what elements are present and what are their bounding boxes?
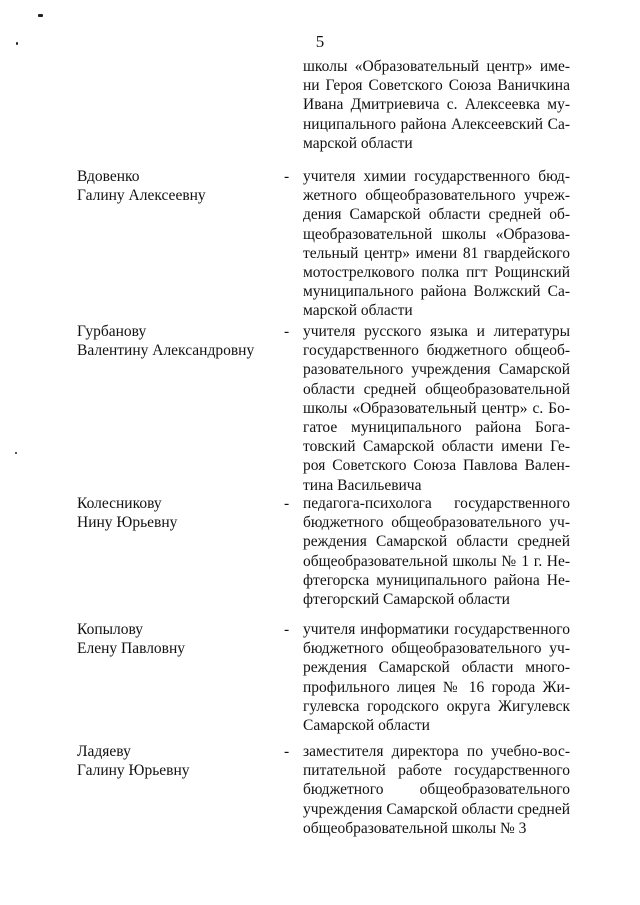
text-line: гатое муниципального района Бога- xyxy=(303,418,570,436)
surname: Гурбанову xyxy=(77,323,147,340)
text-line: заместителя директора по учебно-вос- xyxy=(303,743,570,760)
text-line: фтегорский Самарской области xyxy=(303,590,510,608)
surname: Колесникову xyxy=(77,495,162,512)
text-line: реждения Самарской области много- xyxy=(303,659,570,677)
text-line: фтегорска муниципального района Не- xyxy=(303,571,570,589)
text-line: питательной работе государственного xyxy=(303,762,570,780)
given-name: Галину Юрьевну xyxy=(77,762,190,780)
text-line: государственного бюджетного общеоб- xyxy=(303,342,570,360)
text-line: муниципального района Волжский Са- xyxy=(303,283,570,301)
text-line: гулевска городского округа Жигулевск xyxy=(303,697,570,715)
entry-dash: - xyxy=(284,323,290,340)
given-name: Галину Алексеевну xyxy=(77,187,206,205)
entry-dash: - xyxy=(284,168,290,185)
person-name xyxy=(77,167,290,205)
given-name: Валентину Александровну xyxy=(77,342,255,360)
text-line: Самарской области xyxy=(303,716,430,734)
text-line: роя Советского Союза Павлова Вален- xyxy=(303,457,570,475)
entry-description xyxy=(303,494,570,609)
text-line: жетного общеобразовательного учреж- xyxy=(303,187,570,205)
text-line: общеобразовательной школы № 1 г. Не- xyxy=(303,552,570,570)
text-line: тина Васильевича xyxy=(303,476,422,494)
surname: Вдовенко xyxy=(77,168,140,185)
given-name: Нину Юрьевну xyxy=(77,514,178,532)
text-line: учителя химии государственного бюд- xyxy=(303,168,570,185)
text-line: общеобразовательной школы № 3 xyxy=(303,819,527,837)
entry-dash: - xyxy=(284,743,290,760)
continuation-paragraph xyxy=(303,57,570,153)
text-line: ниципального района Алексеевский Са- xyxy=(303,115,570,133)
person-name xyxy=(77,322,290,360)
text-line: учителя информатики государственного xyxy=(303,621,570,638)
scan-speck xyxy=(38,14,43,17)
entry-dash: - xyxy=(284,621,290,638)
text-line: бюджетного общеобразовательного xyxy=(303,781,570,799)
text-line: дения Самарской области средней об- xyxy=(303,206,570,224)
text-line: мотострелкового полка пгт Рощинский xyxy=(303,263,570,281)
surname: Ладяеву xyxy=(77,743,131,760)
entry-description xyxy=(303,322,570,495)
text-line: товский Самарской области имени Ге- xyxy=(303,438,570,456)
text-line: тельный центр» имени 81 гвардейского xyxy=(303,244,570,262)
text-line: бюджетного общеобразовательного уч- xyxy=(303,640,570,658)
text-line: области средней общеобразовательной xyxy=(303,380,570,398)
text-line: педагога-психолога государственного xyxy=(303,495,570,512)
text-line: марской области xyxy=(303,134,413,152)
text-line: учителя русского языка и литературы xyxy=(303,323,570,340)
given-name: Елену Павловну xyxy=(77,640,186,658)
person-name xyxy=(77,742,290,780)
text-line: реждения Самарской области средней xyxy=(303,533,570,551)
scan-speck xyxy=(15,452,17,454)
entry-description xyxy=(303,167,570,321)
text-line: бюджетного общеобразовательного уч- xyxy=(303,514,570,532)
person-name xyxy=(77,620,290,658)
entry-description xyxy=(303,742,570,838)
page-number: 5 xyxy=(315,32,325,51)
text-line: профильного лицея № 16 города Жи- xyxy=(303,678,570,696)
text-line: школы «Образовательный центр» с. Бо- xyxy=(303,399,570,417)
text-line: щеобразовательной школы «Образова- xyxy=(303,225,570,243)
person-name xyxy=(77,494,290,532)
text-line: разовательного учреждения Самарской xyxy=(303,361,570,379)
text-line: школы «Образовательный центр» име- xyxy=(303,58,570,75)
entry-dash: - xyxy=(284,495,290,512)
text-line: Ивана Дмитриевича с. Алексеевка му- xyxy=(303,96,570,114)
text-line: учреждения Самарской области средней xyxy=(303,800,570,818)
surname: Копылову xyxy=(77,621,144,638)
entry-description xyxy=(303,620,570,735)
text-line: марской области xyxy=(303,302,413,320)
text-line: ни Героя Советского Союза Ваничкина xyxy=(303,77,570,95)
